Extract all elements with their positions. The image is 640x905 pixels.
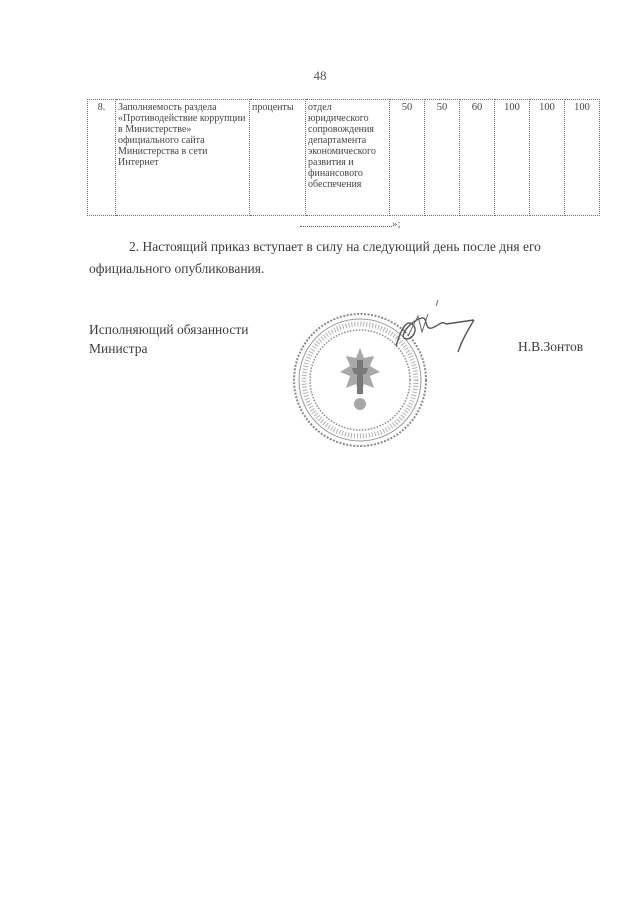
value-cell: 60 (460, 100, 495, 216)
signature-icon (388, 296, 488, 356)
value-cell: 50 (425, 100, 460, 216)
row-number: 8. (88, 100, 116, 216)
paragraph-2 (89, 236, 601, 280)
position-line-2: Министра (89, 341, 148, 356)
signer-position (89, 320, 248, 358)
signer-name: Н.В.Зонтов (518, 339, 584, 354)
value-cell: 100 (565, 100, 600, 216)
indicators-table (87, 99, 600, 216)
value-cell: 100 (530, 100, 565, 216)
responsible-cell: отдел юридического сопровождения департамента экономического развития и финансового обеспечения (306, 100, 390, 216)
indicator-name: Заполняемость раздела «Противодействие коррупции в Министерстве» официального сайта Министерства в сети Интернет (116, 100, 250, 216)
value-cell: 100 (495, 100, 530, 216)
closing-mark (300, 217, 401, 230)
paragraph-text: 2. Настоящий приказ вступает в силу на следующий день после дня его официального опубликования. (89, 239, 541, 276)
table-row (88, 100, 600, 216)
position-line-1: Исполняющий обязанности (89, 322, 249, 337)
page-number: 48 (313, 68, 327, 83)
unit-cell: проценты (250, 100, 306, 216)
closing-underline (300, 217, 392, 227)
value-cell: 50 (390, 100, 425, 216)
closing-quote: »; (392, 218, 401, 230)
